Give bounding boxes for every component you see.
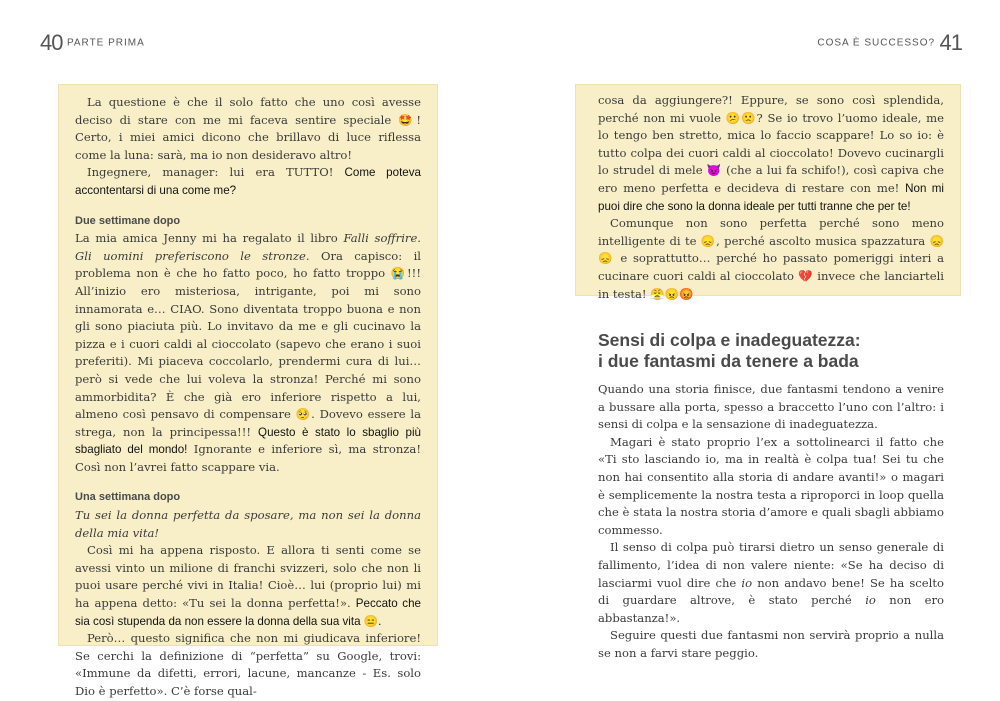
- diary-highlight: Peccato che sia così stupenda da non essere la donna della sua vita 😑.: [75, 597, 421, 628]
- diary-text: . Ora capisco: il problema non è che ho fatto poco, ho fatto troppo 😭!!! All’inizio ero misteriosa, intrigante, poi mi sono innamorata e… CIAO. Sono diventata troppo buona e non gli sono piaciuta più. Lo invitavo da me e gli cucinavo la pizza e i cuori caldi al cioccolato (sapevo che erano i suoi preferiti). Mi piaceva coccolarlo, prendermi cura di lui… però si vede che lui voleva la stronza! Perché mi sono ammorbidita? È che già ero inferiore rispetto a lui, almeno così pensavo di compensare 🥺. Dovevo essere la strega, non la principessa!!!: [75, 248, 421, 439]
- diary-paragraph-4: [75, 542, 421, 630]
- body-paragraph-2: Magari è stato proprio l’ex a sottolinearci il fatto che «Ti sto lasciando io, ma in realtà è colpa tua! Sei tu che non hai consentito alla storia di andare avanti!» o magari è semplicemente la nostra testa a riproporci in loop quella che è stata la nostra storia d’amore e quali sbagli abbiamo commesso.: [598, 434, 944, 537]
- diary-paragraph-2: [75, 164, 421, 199]
- left-diary-text: [75, 94, 421, 701]
- right-section-label: COSA È SUCCESSO?: [817, 37, 936, 49]
- left-page-header: [40, 30, 145, 56]
- diary-paragraph-3: [75, 230, 421, 476]
- body-emphasis: io: [741, 575, 753, 590]
- right-page-header: [817, 30, 962, 56]
- diary-text: Così mi ha appena risposto. E allora ti senti come se avessi vinto un milione di franchi svizzeri, solo che non li puoi usare perché vivi in Italia! Cioè… lui (proprio lui) mi ha appena detto: «Tu sei la donna perfetta!».: [75, 543, 421, 611]
- right-diary-text: [598, 92, 944, 303]
- left-page-number: 40: [40, 30, 63, 55]
- book-title: Falli soffrire. Gli uomini preferiscono le stronze: [75, 231, 421, 263]
- body-emphasis: io: [865, 593, 876, 608]
- diary-highlight: Questo è stato lo sbaglio più sbagliato del mondo!: [75, 425, 421, 457]
- diary-highlight: Non mi puoi dire che sono la donna ideale per tutti tranne che per te!: [598, 181, 944, 213]
- diary-text: Ingegnere, manager: lui era TUTTO!: [87, 165, 345, 180]
- body-text: Il senso di colpa può tirarsi dietro un senso generale di fallimento, l’idea di non valere niente: «Se ha deciso di lasciarmi vuol dire che: [598, 540, 944, 590]
- body-paragraph-1: Quando una storia finisce, due fantasmi tendono a venire a bussare alla porta, spesso a braccetto l’uno con l’altro: i sensi di colpa e la sensazione di inadeguatezza.: [598, 382, 944, 432]
- diary-text: La mia amica Jenny mi ha regalato il libro: [75, 231, 344, 246]
- diary-highlight: Come poteva accontentarsi di una come me?: [75, 166, 421, 197]
- section-title: [598, 330, 958, 372]
- diary-quote: Tu sei la donna perfetta da sposare, ma non sei la donna della mia vita!: [75, 508, 421, 540]
- section-title-line-1: Sensi di colpa e inadeguatezza:: [598, 330, 861, 350]
- diary-text: cosa da aggiungere?! Eppure, se sono così splendida, perché non mi vuole 😕🙁? Se io trovo l’uomo ideale, me lo tengo ben stretto, mica lo faccio scappare! Lo so io: è tutto colpa dei cuori caldi al cioccolato! Dovevo cucinargli lo strudel di mele 😈 (che a lui fa schifo!), così capiva che ero meno perfetta e decideva di restare con me!: [598, 93, 944, 195]
- diary-subheading-1: Due settimane dopo: [75, 214, 181, 227]
- body-paragraph-4: Seguire questi due fantasmi non servirà proprio a nulla se non a farvi stare peggio.: [598, 628, 944, 660]
- diary-text: Ignorante e inferiore sì, ma stronza! Così non l’avrei fatto scappare via.: [75, 442, 421, 474]
- diary-paragraph-1: La questione è che il solo fatto che uno così avesse deciso di stare con me mi faceva sentire speciale 🤩! Certo, i miei amici dicono che brillavo di luce riflessa come la luna: sarà, ma io non desideravo altro!: [75, 95, 421, 162]
- body-text: non andavo bene! Se ha scelto di guardare altrove, è stato perché: [598, 575, 944, 608]
- body-text: non ero abbastanza!».: [598, 593, 944, 625]
- body-paragraph-3: [598, 539, 944, 627]
- diary-subheading-2: Una settimana dopo: [75, 491, 181, 504]
- diary-paragraph-6: [598, 92, 944, 215]
- section-title-line-2: i due fantasmi da tenere a bada: [598, 351, 859, 371]
- left-section-label: PARTE PRIMA: [66, 37, 145, 49]
- diary-paragraph-5: Però… questo significa che non mi giudicava inferiore! Se cerchi la definizione di “perfetta” su Google, trovi: «Immune da difetti, errori, lacune, mancanze - Es. solo Dio è perfetto». C’è forse qual-: [75, 631, 421, 698]
- right-page-number: 41: [939, 30, 962, 55]
- section-body: [598, 381, 944, 663]
- diary-paragraph-7: Comunque non sono perfetta perché sono meno intelligente di te 😞, perché ascolto musica spazzatura 😞😞 e soprattutto… perché ho passato pomeriggi interi a cucinare cuori caldi al cioccolato 💔 invece che lanciarteli in testa! 😤😠😡: [598, 216, 944, 301]
